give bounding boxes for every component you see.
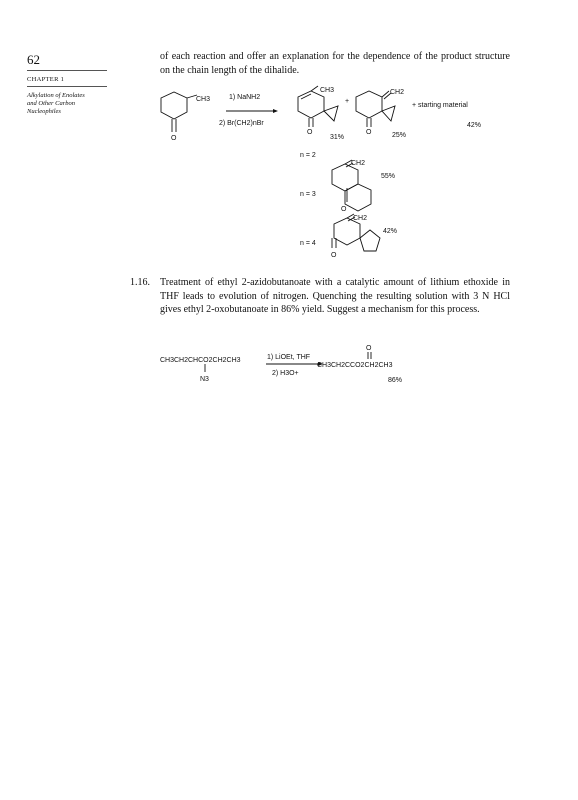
reagent-1: 1) NaNH2 (229, 94, 261, 101)
scheme-2 (160, 345, 402, 384)
product-1-structure (298, 86, 344, 141)
n4-yield: 42% (383, 228, 398, 235)
scheme2-reactant: CH3CH2CHCO2CH2CH3 (160, 357, 241, 364)
scheme2-product: CH3CH2CCO2CH2CH3 (317, 362, 393, 369)
product-1-ch3-label: CH3 (320, 87, 335, 94)
product-2-structure (356, 89, 406, 139)
scheme2-yield: 86% (388, 377, 403, 384)
scheme2-reagent-2: 2) H3O+ (272, 370, 299, 377)
section-title-line: Nucleophiles (27, 108, 61, 115)
n2-label: n = 2 (300, 152, 316, 159)
plus-sign: + (345, 98, 350, 105)
chapter-label: CHAPTER 1 (27, 76, 65, 83)
n4-o-label: O (331, 252, 337, 259)
reactant-o-label: O (171, 135, 177, 142)
page-number: 62 (27, 52, 40, 67)
section-title-line: and Other Carbon (27, 100, 76, 107)
reactant-structure (161, 92, 210, 142)
scheme2-reagent-1: 1) LiOEt, THF (267, 354, 311, 361)
reaction-arrow-1 (226, 109, 278, 113)
problem-number: 1.16. (130, 277, 150, 288)
problem-text: Treatment of ethyl 2-azidobutanoate with a catalytic amount of lithium ethoxide in THF leads to evolution of nitrogen. Quenching the resulting solution with 3 N HCl gives ethyl 2-oxobutanoate in 86% yield. Suggest a mechanism for this process. (160, 277, 510, 315)
starting-material-label: + starting material (412, 102, 468, 109)
product-2-yield: 25% (392, 132, 407, 139)
n3-yield: 55% (381, 173, 396, 180)
n4-product-structure (331, 214, 397, 259)
reagent-2: 2) Br(CH2)nBr (219, 120, 264, 127)
product-1-yield: 31% (330, 134, 345, 141)
n4-label: n = 4 (300, 240, 316, 247)
product-2-ch2-label: CH2 (390, 89, 405, 96)
intro-paragraph: of each reaction and offer an explanation for the dependence of the product structure on the chain length of the dihalide. (160, 51, 510, 76)
n3-product-structure (332, 160, 395, 213)
starting-material-yield: 42% (467, 122, 482, 129)
scheme2-reactant-substituent: N3 (200, 376, 209, 383)
section-title-line: Alkylation of Enolates (27, 92, 85, 99)
n4-ch2-label: CH2 (353, 215, 368, 222)
scheme2-product-o: O (366, 345, 372, 352)
n3-o-label: O (341, 206, 347, 213)
reactant-ch3-label: CH3 (196, 96, 211, 103)
n3-label: n = 3 (300, 191, 316, 198)
product-1-o-label: O (307, 129, 313, 136)
product-2-o-label: O (366, 129, 372, 136)
n3-ch2-label: CH2 (351, 160, 366, 167)
